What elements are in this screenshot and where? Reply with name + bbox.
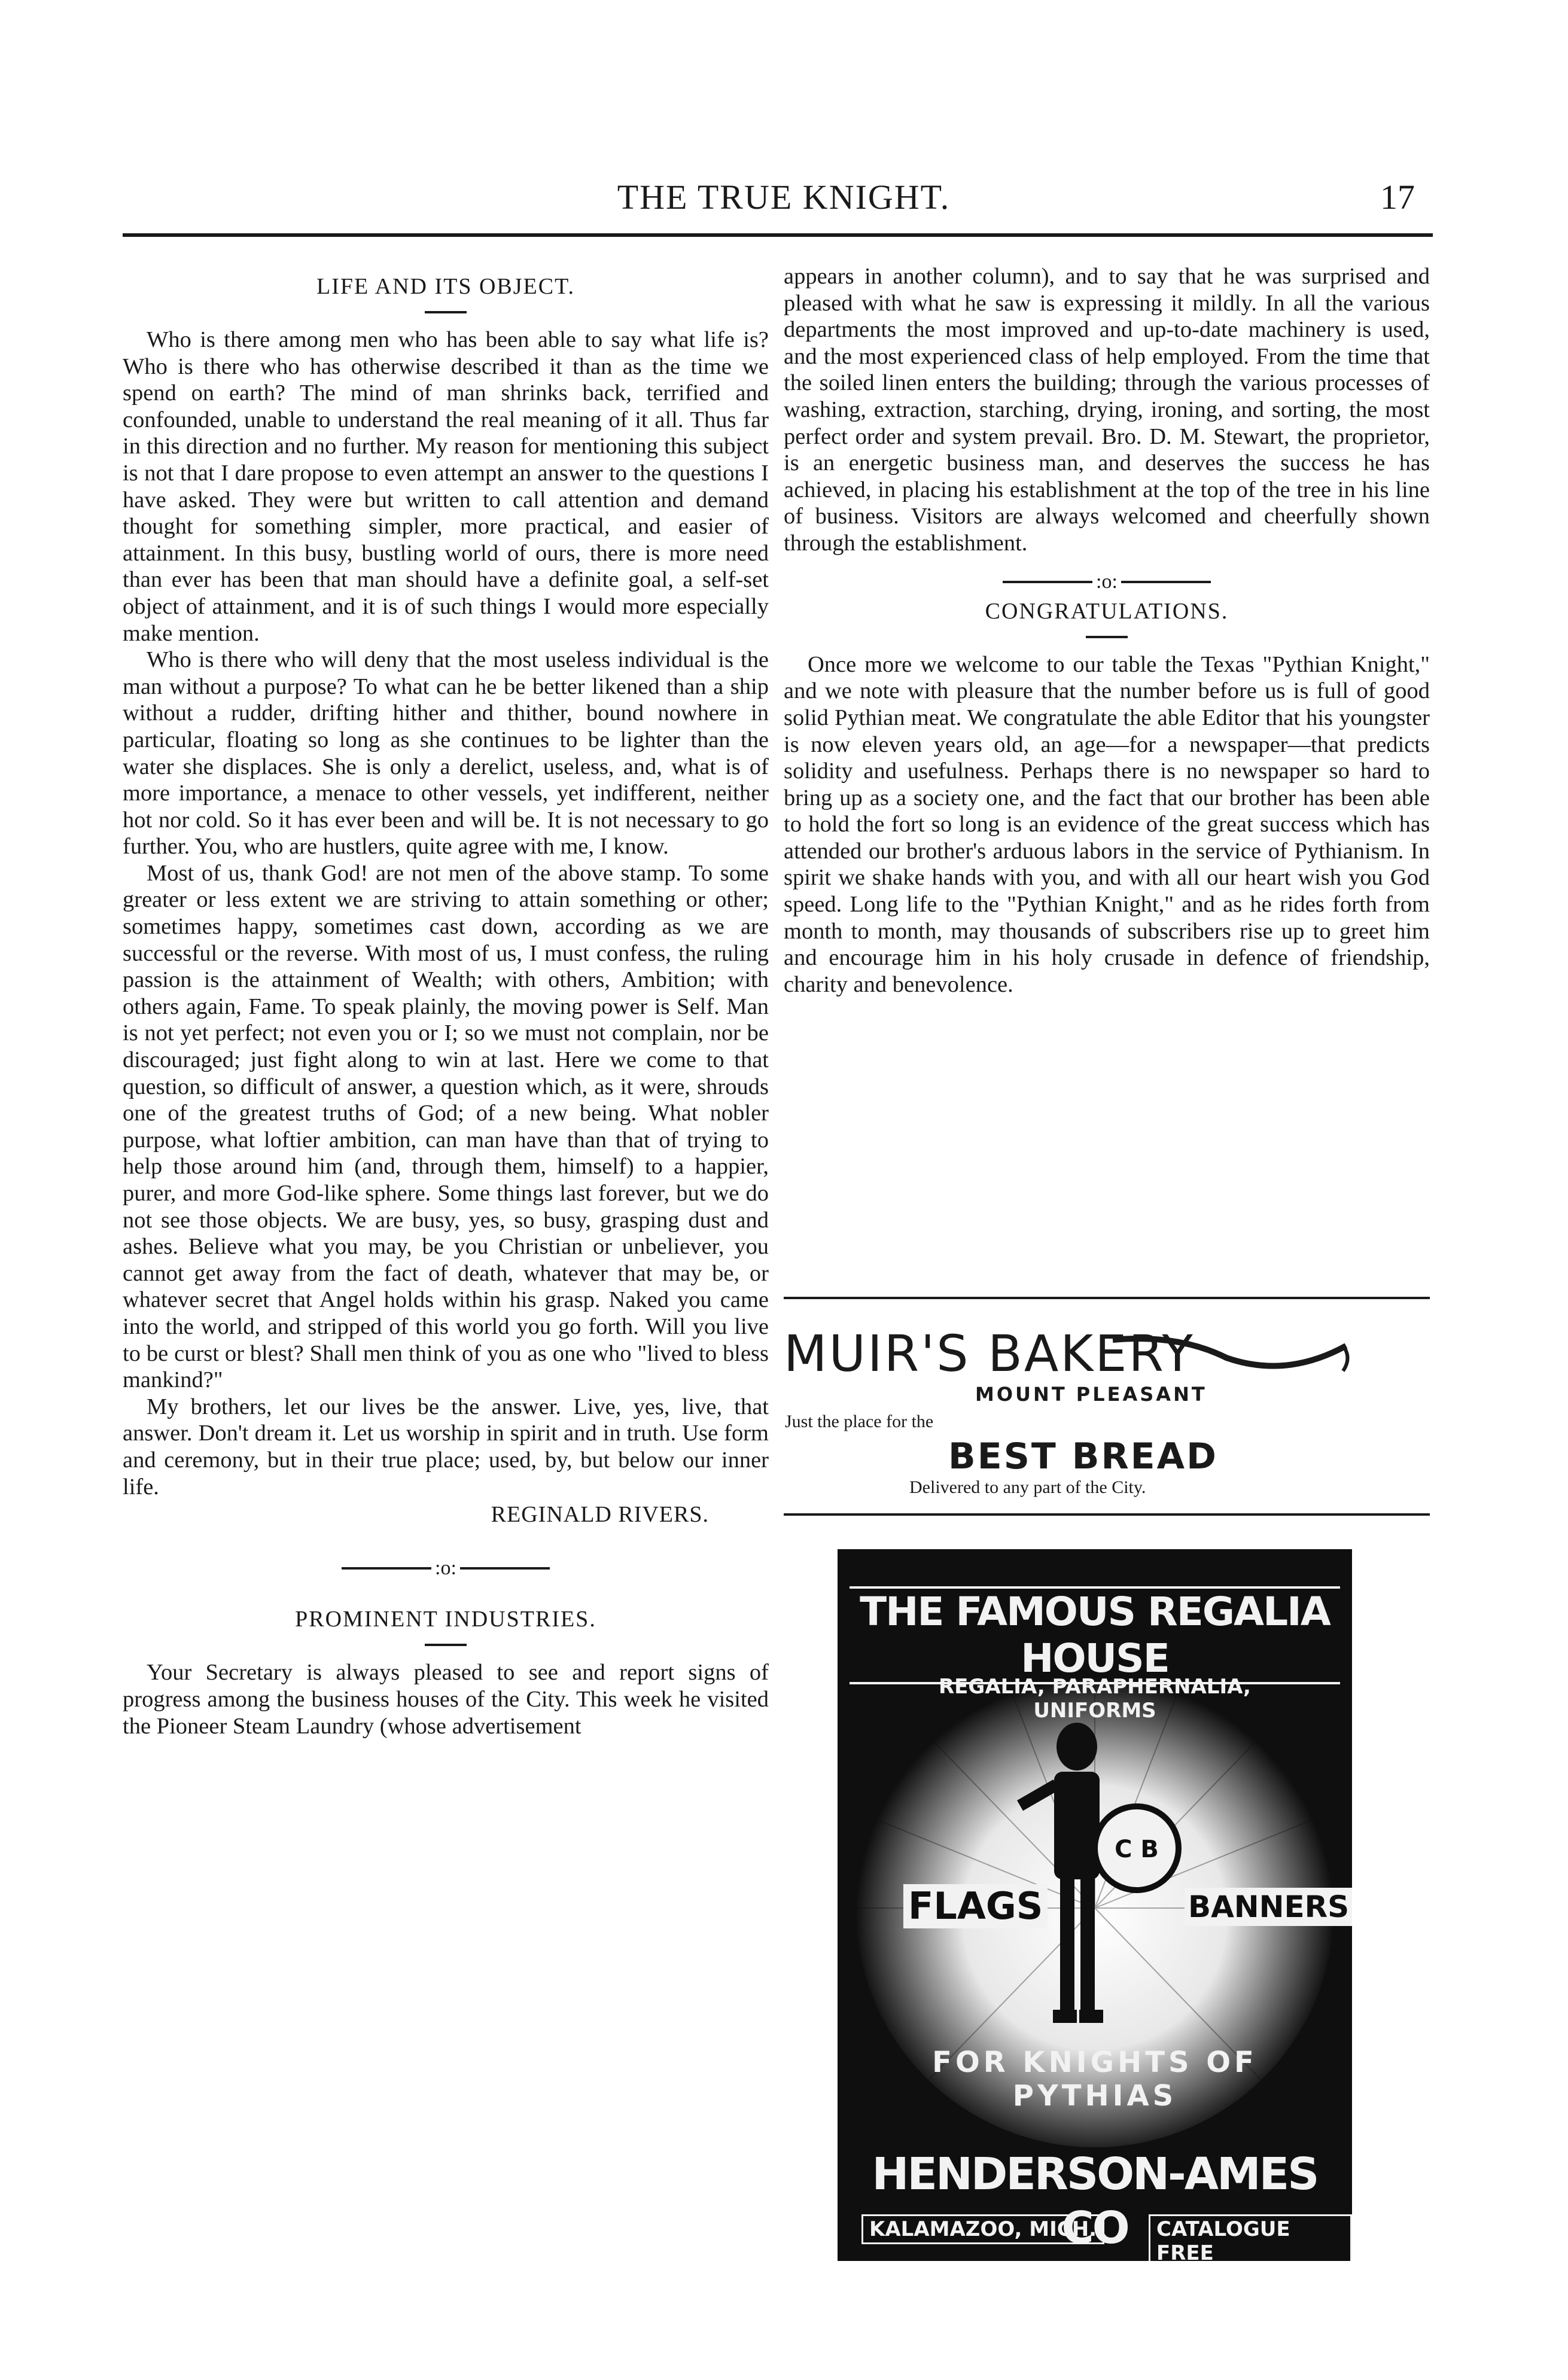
section-separator [123, 1555, 769, 1580]
title-dash [425, 311, 467, 313]
separator-mark: :o: [435, 1557, 456, 1580]
industries-paragraph-continued: appears in another column), and to say that he was surprised and pleased with what he saw is expressing it mildly. In all the various departments the most improved and up-to-date machinery is used, and the most experienced class of help employed. From the time that the soiled linen enters the building; through the various processes of washing, extraction, starching, drying, ironing, and sorting, the most perfect order and system prevail. Bro. D. M. Stewart, the proprietor, is an energetic business man, and deserves the success he has achieved, in placing his establishment at the top of the tree in his line of business. Visitors are always welcomed and cheerfully shown through the establishment. [784, 264, 1430, 556]
regalia-arc-text: REGALIA, PARAPHERNALIA, UNIFORMS [939, 1675, 1251, 1723]
separator-line [1121, 581, 1211, 583]
regalia-banners-label: BANNERS [1185, 1888, 1352, 1926]
bakery-swoosh-flourish [1107, 1322, 1358, 1376]
left-column [123, 263, 769, 1739]
regalia-bottom-text: FOR KNIGHTS OF PYTHIAS [932, 2046, 1258, 2113]
bakery-name: MUIR'S BAKERY [784, 1324, 1195, 1383]
title-dash [1086, 636, 1128, 638]
shield-letters: C B [1115, 1836, 1159, 1863]
bakery-location: MOUNT PLEASANT [975, 1383, 1207, 1406]
separator-line [1003, 581, 1092, 583]
author-signature: REGINALD RIVERS. [491, 1502, 709, 1528]
life-paragraph-4: My brothers, let our lives be the answer. Live, yes, live, that answer. Don't dream it. Let us worship in spirit and in truth. Use form and ceremony, but in their true place; used, by, but below our inner life. [123, 1394, 769, 1500]
regalia-flags-label: FLAGS [903, 1884, 1048, 1928]
header-rule [123, 233, 1433, 237]
congratulations-section-title: CONGRATULATIONS. [985, 598, 1229, 624]
regalia-city: KALAMAZOO, MICH. [861, 2214, 1104, 2244]
ad-top-rule [784, 1297, 1430, 1299]
life-section-title: LIFE AND ITS OBJECT. [316, 274, 575, 299]
congratulations-paragraph: Once more we welcome to our table the Texas "Pythian Knight," and we note with pleasure that the number before us is full of good solid Pythian meat. We congratulate the able Editor that his youngster is now eleven years old, an age—for a newspaper—that predicts solidity and usefulness. Perhaps there is no newspaper so hard to bring up as a society one, and the fact that our brother has been able to hold the fort so long is an evidence of the great success which has attended our brother's arduous labors in the service of Pythianism. In spirit we shake hands with you, and with all our heart wish you God speed. Long life to the "Pythian Knight," and as he rides forth from month to month, may thousands of subscribers rise up to greet him and encourage him in his holy crusade in defence of friendship, charity and benevolence. [784, 651, 1430, 997]
section-separator [784, 569, 1430, 594]
industries-paragraph-start: Your Secretary is always pleased to see and report signs of progress among the business houses of the City. This week he visited the Pioneer Steam Laundry (whose advertisement [123, 1660, 769, 1739]
regalia-title: THE FAMOUS REGALIA HOUSE [850, 1586, 1340, 1684]
ad-bottom-rule [784, 1513, 1430, 1516]
regalia-maker: HENDERSON-AMES CO [872, 2149, 1318, 2254]
life-paragraph-1: Who is there among men who has been able to say what life is? Who is there who has otherwise described it than as the time we spend on earth? The mind of man shrinks back, terrified and confounded, unable to understand the real meaning of it all. Thus far in this direction and no further. My reason for mentioning this subject is not that I dare propose to even attempt an answer to the questions I have asked. They were but written to call attention and demand thought for something simpler, more practical, and easier of attainment. In this busy, bustling world of ours, there is more need than ever has been that man should have a definite goal, a self-set object of attainment, and it is of such things I would more especially make mention. [123, 327, 769, 646]
running-head-title: THE TRUE KNIGHT. [617, 178, 951, 217]
life-paragraph-2: Who is there who will deny that the most useless individual is the man without a purpose? To what can he be better likened than a ship without a rudder, drifting hither and thither, bound nowhere in particular, floating so long as she continues to be lighter than the water she displaces. She is only a derelict, useless, and, what is of more importance, a menace to other vessels, yet indifferent, neither hot nor cold. So it has ever been and will be. It is not necessary to go further. You, who are hustlers, quite agree with me, I know. [123, 647, 769, 860]
separator-line [460, 1567, 550, 1570]
bakery-tagline: Just the place for the [785, 1412, 934, 1431]
separator-mark: :o: [1096, 570, 1118, 593]
life-paragraph-3: Most of us, thank God! are not men of the above stamp. To some greater or less extent we are striving to attain something or other; sometimes happy, sometimes cast down, according as we are successful or the reverse. With most of us, I must confess, the ruling passion is the attainment of Wealth; with others, Ambition; with others again, Fame. To speak plainly, the moving power is Self. Man is not yet perfect; not even you or I; so we must not complain, nor be discouraged; just fight along to win at last. Here we come to that question, so difficult of answer, a question which, as it were, shrouds one of the greatest truths of God; of a new being. What nobler purpose, what loftier ambition, can man have than that of trying to help those around him (and, through them, himself) to a happier, purer, and more God-like sphere. Some things last forever, but we do not see those objects. We are busy, yes, so busy, grasping dust and ashes. Believe what you may, be you Christian or unbeliever, you cannot get away from the fact of death, whatever that may be, or whatever secret that Angel holds within his grasp. Naked you came into the world, and stripped of this world you go forth. Will you live to be curst or blest? Shall men think of you as one who "lived to bless mankind?" [123, 860, 769, 1393]
industries-section-title: PROMINENT INDUSTRIES. [295, 1607, 596, 1632]
separator-line [342, 1567, 431, 1570]
right-column [784, 263, 1430, 998]
title-dash [425, 1644, 467, 1646]
bakery-delivery: Delivered to any part of the City. [909, 1477, 1146, 1497]
bakery-product: BEST BREAD [948, 1436, 1218, 1477]
regalia-advertisement [838, 1549, 1352, 2261]
regalia-catalogue: CATALOGUE FREE [1149, 2214, 1352, 2261]
page-number: 17 [1380, 178, 1415, 217]
